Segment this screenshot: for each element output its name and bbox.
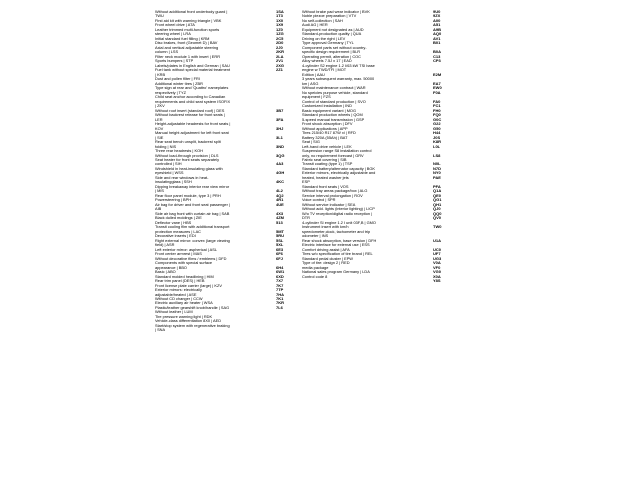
- description-line: km | ASG: [302, 81, 319, 86]
- description-line: Vehicle-class differentiation 8X0 | AED: [155, 319, 222, 324]
- description-line: Side and rear windows in heat-: [155, 175, 209, 180]
- description-line: Exterior mirrors: electrically: [155, 288, 202, 293]
- description-line: Air bag for driver and front seat passenger |: [155, 202, 230, 207]
- option-code: 6H4: [276, 264, 284, 270]
- option-code: UG3: [433, 255, 442, 261]
- description-line: field) | ASR: [155, 243, 175, 248]
- description-line: Fuel tank without special material treatment: [155, 68, 231, 73]
- description-line: Service interval prolongation | ROV: [302, 193, 363, 198]
- description-line: Left exterior mirror: aspherical | ASL: [155, 247, 217, 252]
- description-line: Type of tire: design 2 | RED: [302, 261, 350, 266]
- description-line: appearance | BBO: [155, 265, 187, 270]
- option-code: QQ0: [433, 210, 442, 216]
- option-code: G50: [433, 125, 441, 131]
- description-line: media package: [302, 265, 329, 270]
- description-line: Without service indicator | SEA: [302, 202, 356, 207]
- description-line: Left-hand drive vehicle | LEK: [302, 144, 352, 149]
- description-line: Standard molded headlining | HIM: [155, 274, 214, 279]
- description-line: Manual height adjustment for left front seat: [155, 131, 229, 136]
- option-code: AV1: [433, 35, 441, 41]
- option-code: 5MT: [276, 228, 284, 234]
- description-line: Transit coating (type 1) | TSP: [302, 162, 353, 167]
- option-code: H44: [433, 130, 441, 136]
- description-line: adjustable/heated | ASE: [155, 292, 197, 297]
- description-line: Audi AG | HER: [302, 23, 328, 28]
- description-line: Without tray areas package/box | ALG: [302, 189, 368, 194]
- option-code: J0S: [433, 134, 441, 140]
- description-line: Three rear headrests | KOH: [155, 149, 203, 154]
- description-line: Start/stop system with regenerative braking: [155, 323, 230, 328]
- description-line: | SIE: [155, 135, 164, 140]
- option-code: UC0: [433, 246, 442, 252]
- option-code: 2KR: [276, 49, 285, 55]
- description-line: Standard battery/alternator capacity | BGK: [302, 166, 376, 171]
- description-line: Equipment not designated as | AUD: [302, 27, 364, 32]
- option-code: 7TP: [276, 287, 284, 293]
- description-line: Leather trimmed multi-function sports: [155, 27, 220, 32]
- description-line: speedometer,clock, tachometer and trip: [302, 229, 371, 234]
- description-line: Basic equipment variant | MOG: [302, 108, 356, 113]
- description-line: Control of standard production | SVO: [302, 99, 366, 104]
- option-code: K8R: [433, 139, 442, 145]
- description-line: Type sign at rear and 'Quattro' nameplates: [155, 86, 229, 91]
- description-line: Dipping breakaway interior rear view mirror: [155, 184, 230, 189]
- description-line: Basic | ABO: [155, 270, 176, 275]
- description-line: Side air bag front with curtain air bag | SAB: [155, 211, 230, 216]
- option-code: 9U0: [433, 9, 441, 14]
- option-code: A00: [433, 17, 441, 23]
- description-line: 4-cylinder SI engine 1.2 I unit 03F,B | GMO: [302, 220, 376, 225]
- option-code: 1SA: [276, 9, 284, 14]
- option-code: 3L1: [276, 134, 283, 140]
- option-code: QV0: [433, 215, 442, 221]
- description-line: Standard front seats | VOS: [302, 184, 349, 189]
- option-code: QJ0: [433, 206, 441, 212]
- option-code: AQ0: [433, 31, 442, 37]
- description-line: Labels/plates in English and German | SAU: [155, 63, 230, 68]
- description-line: Without brake pad wear indicator | BVK: [302, 10, 370, 14]
- description-line: TWU: [155, 14, 164, 19]
- option-code: FQ0: [433, 112, 441, 118]
- description-line: protection measures | LAC: [155, 229, 201, 234]
- description-line: No self-collection | SAH: [302, 18, 343, 23]
- option-code: B0A: [433, 49, 442, 55]
- description-line: | KRB: [155, 72, 166, 77]
- description-line: 5-speed manual transmission | GSP: [302, 117, 365, 122]
- description-line: Noble piezoe preparation | VTV: [302, 14, 357, 19]
- description-line: Rear shock absorption, base version | DFH: [302, 238, 377, 243]
- description-line: Black dulled moldings | ZIE: [155, 216, 202, 221]
- description-line: Alloy wheels 7.5J x 17 | EAD: [302, 59, 352, 64]
- description-line: Plastic/leather gearshift knob/handle | SAG: [155, 305, 230, 310]
- description-line: controlled | SIH: [155, 162, 182, 167]
- option-code: 7K1: [276, 296, 284, 301]
- description-line: Axial and vertical adjustable steering: [155, 45, 219, 50]
- description-line: Voice control | SPR: [302, 198, 336, 203]
- description-line: Front shock absorption | DFV: [302, 122, 353, 127]
- description-line: specific design requirement | BLR: [302, 50, 361, 55]
- description-line: Rear seat bench unsplit, backrest split: [155, 140, 221, 145]
- option-code: 2LA: [276, 53, 284, 59]
- description-line: Seat heater for front seats separately: [155, 157, 220, 162]
- option-code: VF0: [433, 264, 441, 270]
- option-code: 1Z0: [276, 26, 283, 32]
- option-code: 2D0: [276, 40, 284, 46]
- description-line: No speicies purpose vehicle, standard: [302, 90, 368, 95]
- description-line: Without load-through provision | DLS: [155, 153, 219, 158]
- option-code: E2M: [433, 71, 442, 77]
- description-line: Battery 320A (55Ah) | BAT: [302, 135, 348, 140]
- description-line: engine w TWD/TFI | MOT: [302, 68, 347, 73]
- option-code: LS8: [433, 152, 441, 158]
- description-line: Powersteering | BPH: [155, 198, 192, 203]
- option-code: 513: [276, 219, 283, 225]
- description-line: Rear trim panel (DES) | HEB: [155, 279, 205, 284]
- option-code: L0L: [433, 143, 441, 149]
- option-code: 2C5: [276, 35, 284, 41]
- description-line: Without backrest release for front seats |: [155, 113, 225, 118]
- option-code: 6XD: [276, 273, 284, 279]
- option-code: 7K7: [276, 282, 284, 288]
- option-code: V0A: [433, 260, 441, 266]
- option-code: 1X9: [276, 22, 284, 28]
- option-code: A9B: [433, 26, 442, 32]
- description-line: Front wheel drive | ATA: [155, 23, 195, 28]
- column-4-codes: [433, 10, 457, 284]
- option-code: 4R1: [276, 197, 284, 203]
- description-line: Child seat anchor according to Canadian: [155, 95, 226, 100]
- option-code: FH0: [433, 107, 441, 113]
- option-code: 7L6: [276, 304, 283, 310]
- description-line: ESP: [302, 180, 310, 185]
- option-code: 3FA: [276, 116, 284, 122]
- option-code: 7KR: [276, 300, 285, 306]
- description-line: Height-adjustable headrests for front seats |: [155, 122, 231, 127]
- description-line: Component parts set without country-: [302, 45, 367, 50]
- description-line: DTR: [302, 216, 310, 221]
- option-code: 3HJ: [276, 125, 284, 131]
- option-code: 6FJ: [276, 255, 283, 261]
- description-line: Tire pressure warning light | RDK: [155, 314, 213, 319]
- description-line: AIB: [155, 207, 162, 212]
- option-code: G0C: [433, 116, 442, 122]
- description-line: Deflector vane | HBS: [155, 220, 192, 225]
- description-line: Disc brakes, front (Geomet D) | BAV: [155, 41, 218, 46]
- option-code: X0A: [433, 273, 441, 279]
- option-code: 2Z1: [276, 67, 283, 73]
- description-line: Customized installation | IND: [302, 104, 352, 109]
- description-line: Standard-production quality | QUA: [302, 32, 362, 37]
- description-line: Control code 8: [302, 274, 328, 279]
- option-code: QG1: [433, 197, 442, 203]
- description-line: Operating permit, alteration | COC: [302, 54, 361, 59]
- option-code: 3QG: [276, 152, 285, 158]
- description-line: Tires 215/40 R17 87W xl | RFD: [302, 131, 356, 136]
- option-code: 1T3: [276, 13, 283, 19]
- option-code: QE0: [433, 192, 442, 198]
- description-line: First aid kit with warning triangle | VBK: [155, 18, 222, 23]
- option-code: PAE: [433, 174, 441, 180]
- option-code: 6W1: [276, 269, 285, 275]
- description-line: Dust and pollen filter | FRI: [155, 77, 200, 82]
- description-line: Instrument insert with km/h: [302, 225, 349, 230]
- description-line: Edition | AAU: [302, 72, 325, 77]
- description-line: Components with special surface: [155, 261, 213, 266]
- option-code: 4X3: [276, 210, 284, 216]
- description-line: Exterior mirrors, electrically adjustable and: [302, 171, 376, 176]
- description-line: Seat | SIG: [302, 140, 320, 145]
- description-line: KOV: [155, 126, 164, 131]
- column-3-descriptions: [302, 10, 432, 279]
- description-line: only, no requirement forecast | GRV: [302, 153, 364, 158]
- description-line: Without decorative films / emblems | DFD: [155, 256, 227, 261]
- option-code: EW0: [433, 85, 442, 91]
- option-code: C13: [433, 53, 441, 59]
- option-code: 6E3: [276, 246, 284, 252]
- option-code: CP3: [433, 58, 441, 64]
- option-code: 3B7: [276, 107, 284, 113]
- description-line: Suspension range S8 installation control: [302, 149, 372, 154]
- option-code: 4L2: [276, 188, 283, 194]
- description-line: Standard pedal cluster | EPW: [302, 256, 353, 261]
- option-code: 1X0: [276, 17, 284, 23]
- column-2-codes: [276, 10, 300, 310]
- option-code: 4GH: [276, 170, 285, 176]
- option-code: 1ZG: [276, 31, 284, 37]
- description-line: Decorative inserts | EDI: [155, 234, 196, 239]
- description-line: Initial standard fuel filling | KRM: [155, 36, 210, 41]
- option-code: 2XG: [276, 62, 285, 68]
- description-line: Without add. lights (interior lighting) | LICP: [302, 207, 375, 212]
- column-1-descriptions: [155, 10, 275, 333]
- option-code: 4KC: [276, 179, 285, 185]
- option-code: 5RU: [276, 233, 285, 239]
- description-line: Without CD changer | CCW: [155, 297, 203, 301]
- description-line: Rear floor panel module, type 3 | PRH: [155, 193, 221, 198]
- description-line: Front center armrest | MAS: [155, 252, 202, 257]
- description-line: Without additional front underbody guard |: [155, 10, 228, 14]
- description-line: insulatingglass | SSH: [155, 180, 192, 185]
- description-line: Comfort driving assist | AFA: [302, 247, 350, 252]
- description-line: Electric interface for external use | ESS: [302, 243, 370, 248]
- description-line: | ZKV: [155, 104, 165, 109]
- description-line: Front license plate carrier (large) | KZV: [155, 283, 222, 288]
- option-code: VG0: [433, 269, 442, 275]
- option-code: QH1: [433, 201, 442, 207]
- option-code: 4UE: [276, 201, 284, 207]
- option-code: FC1: [433, 103, 441, 109]
- option-code: NY0: [433, 170, 441, 176]
- option-code: N0L: [433, 161, 441, 167]
- option-code: 5SL: [276, 237, 284, 243]
- option-code: F0A: [433, 89, 441, 95]
- description-line: Without roof insert (standard roof) | DES: [155, 108, 225, 113]
- description-line: Fabric seat covering | SIB: [302, 157, 347, 162]
- description-line: 4-cylinder S2 engine 1.2 I/63 kW TSI base: [302, 63, 375, 68]
- option-code: PFA: [433, 183, 441, 189]
- description-line: equipment | FZS: [302, 95, 331, 100]
- option-code: TW0: [433, 224, 442, 230]
- description-line: Driving on the right | LEV: [302, 36, 346, 41]
- description-line: odometer | INS: [302, 234, 329, 239]
- description-line: Electric auxiliary air heater | WSA: [155, 301, 213, 306]
- description-line: 3 years subsequent warranty, max. 50000: [302, 77, 375, 82]
- description-line: Sports bumpers | STP: [155, 59, 194, 64]
- description-line: respectively | TYZ: [155, 90, 186, 95]
- option-code: 7HA: [276, 291, 285, 297]
- description-line: Tires w/o specification of tire brand | REL: [302, 252, 373, 257]
- description-line: heated, heated washer jets: [302, 175, 349, 180]
- description-line: column | LSS: [155, 50, 179, 55]
- description-line: folding | NIS: [155, 144, 177, 149]
- description-line: Windshield in heat-insulating glass with: [155, 166, 223, 171]
- option-code: 3ND: [276, 143, 285, 149]
- option-code: N7D: [433, 165, 442, 171]
- option-code: Q1A: [433, 188, 442, 194]
- option-code: 4Q2: [276, 192, 284, 198]
- option-code: 7X7: [276, 278, 284, 284]
- description-line: Right external mirror: convex (large viewing: [155, 238, 230, 243]
- description-line: W/o TV reception/digital radio reception |: [302, 211, 373, 216]
- description-line: Filter neck module 1 with insert | ERR: [155, 54, 221, 59]
- option-code: UF7: [433, 251, 441, 257]
- description-line: steering wheel | LRA: [155, 32, 191, 37]
- option-code: Y8S: [433, 278, 441, 284]
- option-code: B01: [433, 40, 441, 46]
- option-code: G22: [433, 121, 441, 127]
- option-code: 2J0: [276, 44, 283, 50]
- description-line: eyeshield | WSS: [155, 171, 184, 176]
- option-code: U1A: [433, 237, 442, 243]
- description-line: Without applications | APP: [302, 126, 348, 131]
- option-code: A51: [433, 22, 441, 28]
- description-line: Transit cooling film with additional transport: [155, 225, 230, 230]
- description-line: LER: [155, 117, 163, 122]
- option-code: EA7: [433, 80, 441, 86]
- description-line: Without leather | LUM: [155, 310, 193, 315]
- option-code: FA0: [433, 98, 441, 104]
- option-code: 4ZM: [276, 215, 284, 221]
- description-line: requirements and child seat system ISOFIX: [155, 99, 231, 104]
- description-line: | SNA: [155, 328, 166, 333]
- description-line: Additional winter tires | ZBR: [155, 81, 203, 86]
- description-line: Standard production wheels | QOM: [302, 113, 363, 118]
- option-code: 6F6: [276, 251, 283, 257]
- description-line: Type approval Germany | TYL: [302, 41, 354, 46]
- option-code: 4A3: [276, 161, 284, 167]
- description-line: | MIS: [155, 189, 165, 194]
- option-code: 2V1: [276, 58, 284, 64]
- description-line: National sales program Germany | LDA: [302, 270, 370, 275]
- description-line: Without maintenance contract | WAR: [302, 86, 366, 91]
- option-code: 9ZX: [433, 13, 441, 19]
- option-code: 5XL: [276, 242, 284, 248]
